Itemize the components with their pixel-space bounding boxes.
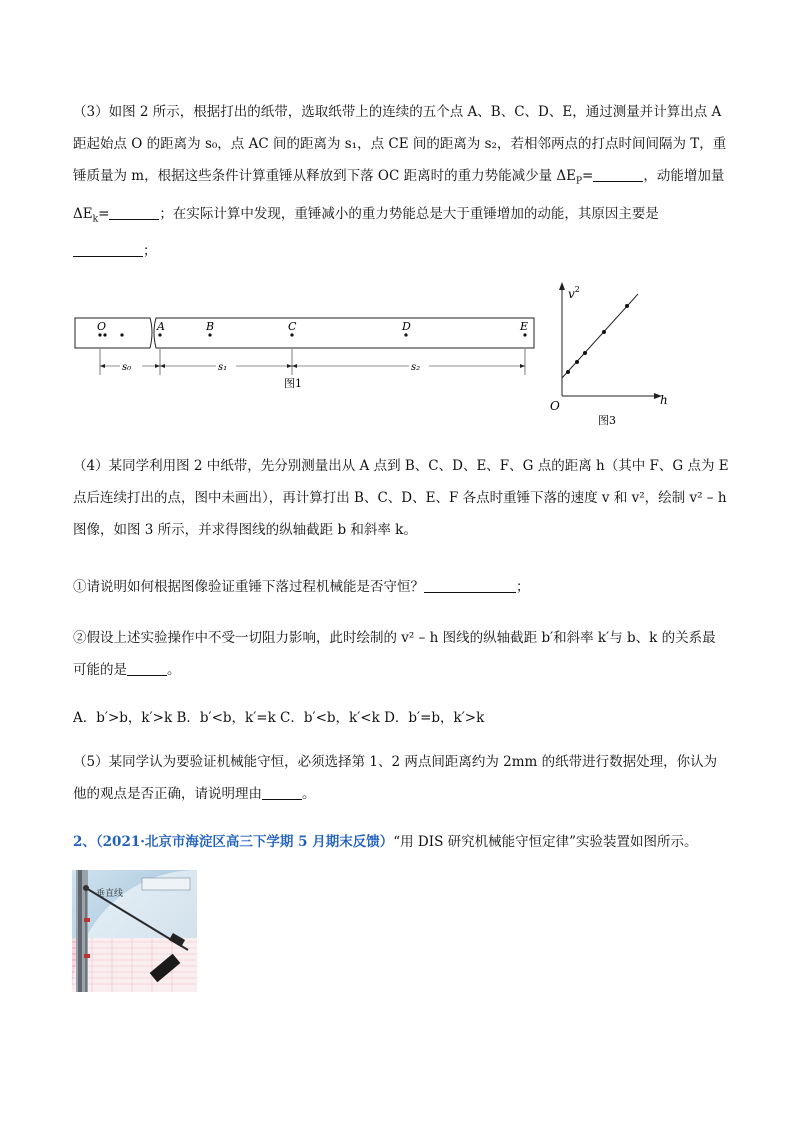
data-point xyxy=(625,304,629,308)
q3-line-5: ； xyxy=(73,235,723,267)
options-line: A．b′>b，k′>k B．b′<b，k′=k C．b′<b，k′<k D．b′=b，k′>k xyxy=(73,710,485,726)
q3-line-2: 距起始点 O 的距离为 s₀，点 AC 间的距离为 s₁，点 CE 间的距离为 s₂，若相邻两点的打点时间间隔为 T，重 xyxy=(73,136,727,152)
q4-2-line-1: ②假设上述实验操作中不受一切阻力影响，此时绘制的 v² – h 图线的纵轴截距 b′和斜率 k′与 b、k 的关系最 xyxy=(73,630,716,646)
question-3 xyxy=(73,96,727,267)
tape-dot xyxy=(404,333,407,336)
answer-blank-ep[interactable] xyxy=(593,167,643,182)
tape-dot xyxy=(103,333,106,336)
question-number: 2、 xyxy=(73,834,96,850)
data-point xyxy=(602,330,606,334)
question-4-2: ②假设上述实验操作中不受一切阻力影响，此时绘制的 v² – h 图线的纵轴截距 b′和斜率 k′与 b、k 的关系最 可能的是 。 xyxy=(73,622,723,686)
segment-label-s1: s₁ xyxy=(218,362,228,373)
origin-label: O xyxy=(550,399,560,413)
x-axis-label: h xyxy=(660,393,668,407)
figure-1-caption: 图1 xyxy=(284,377,302,390)
question-4 xyxy=(73,450,729,546)
y-axis-label: $v^2$ xyxy=(568,285,580,301)
answer-blank-relation[interactable] xyxy=(127,661,167,676)
question-source: （2021·北京市海淀区高三下学期 5 月期末反馈） xyxy=(95,834,394,850)
point-label-e: E xyxy=(520,320,529,333)
paper-tape-figure xyxy=(72,300,542,400)
answer-blank-reason-5[interactable] xyxy=(262,785,302,800)
point-label-o: O xyxy=(97,320,107,333)
q5-line-1: （5）某同学认为要验证机械能守恒，必须选择第 1、2 两点间距离约为 2mm 的纸带进行数据处理，你认为 xyxy=(73,754,718,770)
q5-line-2: 他的观点是否正确，请说明理由 xyxy=(73,786,262,802)
question-4-1: ①请说明如何根据图像验证重锤下落过程机械能是否守恒？ ； xyxy=(73,579,530,595)
figure-3-caption: 图3 xyxy=(598,414,616,427)
point-label-c: C xyxy=(288,320,297,333)
dis-apparatus-photo xyxy=(72,870,197,992)
question-2-text: “用 DIS 研究机械能守恒定律”实验装置如图所示。 xyxy=(393,834,698,850)
answer-blank-ek[interactable] xyxy=(109,205,159,220)
q3-line-3: 锤质量为 m，根据这些条件计算重锤从释放到下落 OC 距离时的重力势能减少量 $\Delta E_P=$ ，动能增加量 xyxy=(73,168,725,187)
tape-dot xyxy=(290,333,293,336)
tape-dot xyxy=(208,333,211,336)
answer-blank-verify[interactable] xyxy=(424,578,516,593)
vertical-line-label: 垂直线 xyxy=(96,889,124,899)
data-point xyxy=(566,370,570,374)
tape-dot xyxy=(120,333,123,336)
tape-dot xyxy=(158,333,161,336)
question-5: （5）某同学认为要验证机械能守恒，必须选择第 1、2 两点间距离约为 2mm 的纸带进行数据处理，你认为 他的观点是否正确，请说明理由 。 xyxy=(73,746,723,810)
q4-line-1: （4）某同学利用图 2 中纸带，先分别测量出从 A 点到 B、C、D、E、F、G 点的距离 h（其中 F、G 点为 E xyxy=(73,458,729,474)
q3-line-1: （3）如图 2 所示，根据打出的纸带，选取纸带上的连续的五个点 A、B、C、D、E，通过测量并计算出点 A xyxy=(73,104,722,120)
tape-dot xyxy=(523,333,526,336)
question-2-header xyxy=(73,826,698,858)
answer-blank-reason[interactable] xyxy=(73,242,143,257)
point-label-d: D xyxy=(402,320,411,333)
q4-line-2: 点后连续打出的点，图中未画出），再计算打出 B、C、D、E、F 各点时重锤下落的速度 v 和 v²，绘制 v² – h xyxy=(73,490,727,506)
segment-label-s2: s₂ xyxy=(411,362,421,373)
v2-h-graph xyxy=(540,278,680,430)
q4-1-text: ①请说明如何根据图像验证重锤下落过程机械能是否守恒？ xyxy=(73,579,424,595)
point-label-a: A xyxy=(157,320,165,333)
tape-dot xyxy=(98,333,101,336)
point-label-b: B xyxy=(206,320,215,333)
q3-line-4: $\Delta E_k=$ ；在实际计算中发现，重锤减小的重力势能总是大于重锤增加的动能，其原因主要是 xyxy=(73,205,659,225)
q4-2-line-2: 可能的是 xyxy=(73,662,127,678)
data-point xyxy=(583,351,587,355)
data-point xyxy=(575,360,579,364)
answer-options xyxy=(73,702,723,734)
q4-line-3: 图像，如图 3 所示，并求得图线的纵轴截距 b 和斜率 k。 xyxy=(73,522,417,538)
segment-label-s0: s₀ xyxy=(122,362,132,373)
